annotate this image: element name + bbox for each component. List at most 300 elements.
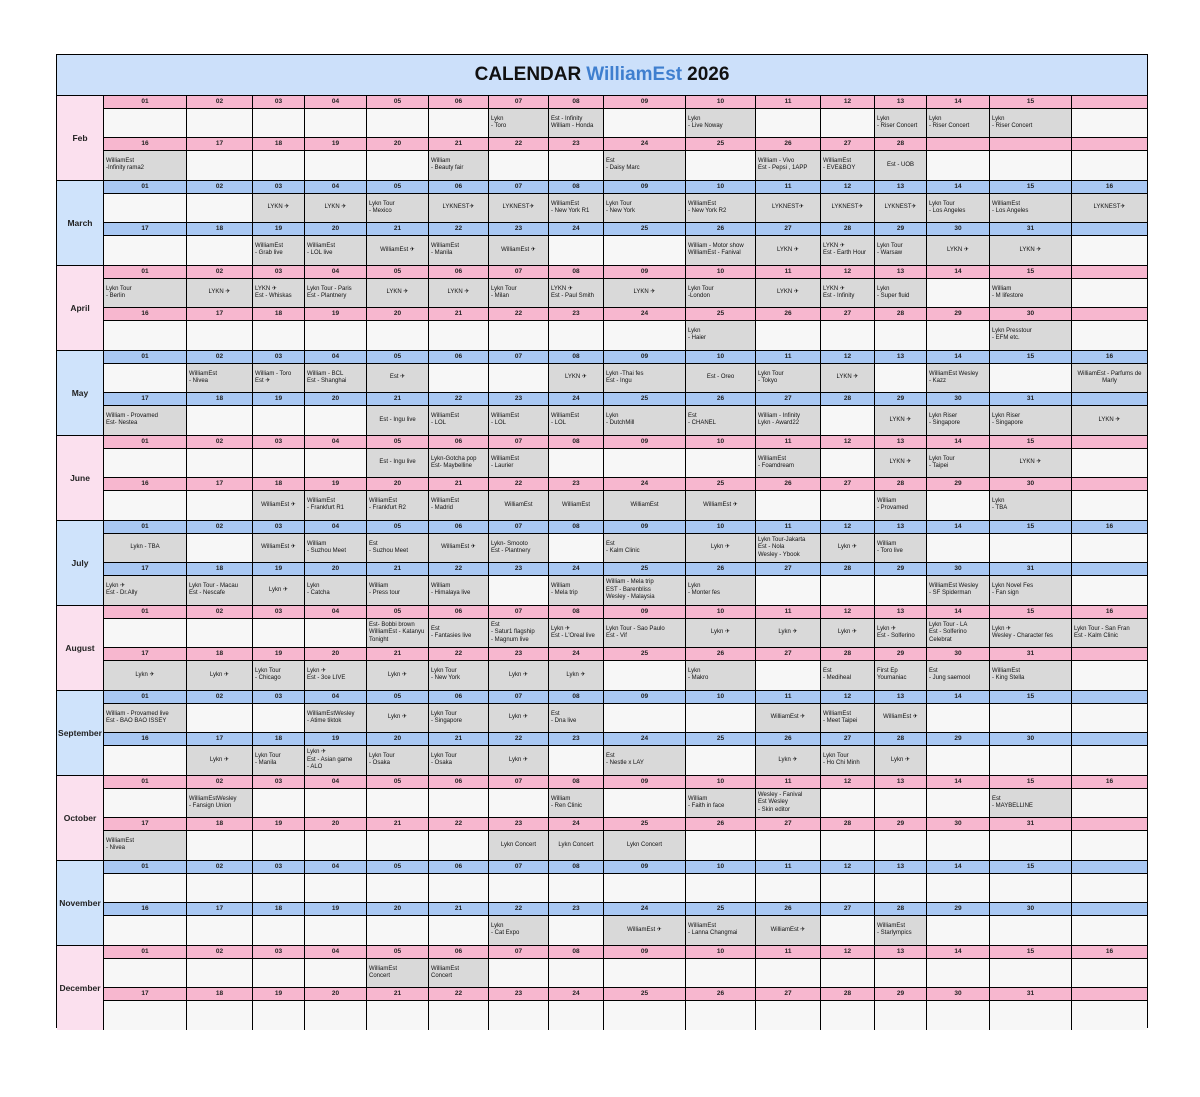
event-cell xyxy=(756,874,821,902)
day-number: 11 xyxy=(756,96,821,108)
event-cell xyxy=(253,321,305,350)
event-cell xyxy=(1072,831,1147,860)
day-number: 30 xyxy=(927,648,990,660)
event-cell xyxy=(604,449,686,477)
day-number: 12 xyxy=(821,351,875,363)
event-cell xyxy=(104,746,187,775)
event-cell xyxy=(187,236,253,265)
day-number: 24 xyxy=(549,223,604,235)
day-number: 15 xyxy=(990,606,1072,618)
event-cell: Lykn - Live Noway xyxy=(686,109,756,137)
event-cell xyxy=(187,831,253,860)
day-number-row xyxy=(104,181,1147,194)
day-number: 15 xyxy=(990,521,1072,533)
event-cell: LYKN ✈ xyxy=(875,449,927,477)
day-number xyxy=(1072,266,1147,278)
event-cell xyxy=(187,194,253,222)
day-number: 07 xyxy=(489,181,549,193)
event-cell xyxy=(756,321,821,350)
event-cell: LYKN ✈ Est - Earth Hour xyxy=(821,236,875,265)
day-number: 02 xyxy=(187,436,253,448)
event-cell xyxy=(1072,746,1147,775)
day-number: 04 xyxy=(305,521,367,533)
event-cell xyxy=(756,109,821,137)
event-cell: William - BCL Est - Shanghai xyxy=(305,364,367,392)
event-cell: LYKN ✈ xyxy=(875,406,927,435)
event-row xyxy=(104,109,1147,138)
event-cell xyxy=(686,874,756,902)
day-number: 17 xyxy=(104,648,187,660)
day-number: 05 xyxy=(367,351,429,363)
day-number: 12 xyxy=(821,861,875,873)
day-number: 13 xyxy=(875,946,927,958)
event-cell xyxy=(549,874,604,902)
day-number: 01 xyxy=(104,266,187,278)
day-number: 15 xyxy=(990,691,1072,703)
day-number: 18 xyxy=(253,308,305,320)
event-cell xyxy=(187,151,253,180)
day-number: 03 xyxy=(253,266,305,278)
event-cell xyxy=(253,959,305,987)
event-cell: Lykn Tour - Los Angeles xyxy=(927,194,990,222)
day-number: 13 xyxy=(875,96,927,108)
day-number: 02 xyxy=(187,181,253,193)
day-number: 19 xyxy=(305,903,367,915)
event-cell: William - Motor show WilliamEst - Fanival xyxy=(686,236,756,265)
event-cell: Lykn - Riser Concert xyxy=(990,109,1072,137)
event-cell: LYKN ✈ Est - Whiskas xyxy=(253,279,305,307)
month-label: August xyxy=(57,606,104,690)
event-cell: Lykn ✈ Est - Dr.Ally xyxy=(104,576,187,605)
event-cell xyxy=(875,576,927,605)
month-grid xyxy=(104,351,1147,435)
day-number xyxy=(1072,563,1147,575)
event-cell xyxy=(549,1001,604,1030)
event-cell xyxy=(549,236,604,265)
day-number: 18 xyxy=(187,223,253,235)
event-cell: Est - Kalm Clinic xyxy=(604,534,686,562)
event-cell: WilliamEst ✈ xyxy=(367,236,429,265)
day-number: 13 xyxy=(875,521,927,533)
day-number: 30 xyxy=(927,818,990,830)
event-cell: LYKN ✈ xyxy=(305,194,367,222)
event-cell: LYKNEST✈ xyxy=(1072,194,1147,222)
event-cell xyxy=(367,831,429,860)
event-cell: Lykn ✈ Est - Asian game - ALO xyxy=(305,746,367,775)
event-cell: LYKN ✈ xyxy=(756,236,821,265)
event-cell xyxy=(821,321,875,350)
day-number: 08 xyxy=(549,266,604,278)
event-cell: WilliamEst - LOL xyxy=(549,406,604,435)
day-number: 09 xyxy=(604,266,686,278)
day-number: 13 xyxy=(875,691,927,703)
day-number: 17 xyxy=(187,138,253,150)
day-number: 06 xyxy=(429,96,489,108)
day-number: 03 xyxy=(253,946,305,958)
day-number: 14 xyxy=(927,776,990,788)
event-cell: William - Mela trip EST - Barenbliss Wesley - Malaysia xyxy=(604,576,686,605)
day-number: 16 xyxy=(1072,776,1147,788)
event-cell xyxy=(821,406,875,435)
month-block xyxy=(57,606,1147,691)
day-number: 27 xyxy=(821,733,875,745)
event-cell xyxy=(756,576,821,605)
day-number: 19 xyxy=(253,393,305,405)
day-number: 24 xyxy=(604,308,686,320)
calendar-title xyxy=(57,55,1147,96)
day-number: 29 xyxy=(875,223,927,235)
month-block xyxy=(57,521,1147,606)
event-cell: Est - Ingu live xyxy=(367,449,429,477)
event-cell: WilliamEst - Los Angeles xyxy=(990,194,1072,222)
day-number xyxy=(1072,988,1147,1000)
event-cell xyxy=(305,151,367,180)
day-number: 19 xyxy=(253,648,305,660)
event-cell xyxy=(429,321,489,350)
event-cell xyxy=(429,109,489,137)
event-cell: Lykn - Riser Concert xyxy=(927,109,990,137)
event-cell xyxy=(990,364,1072,392)
day-number: 30 xyxy=(927,988,990,1000)
event-cell xyxy=(927,491,990,520)
event-cell: Lykn - Catcha xyxy=(305,576,367,605)
day-number: 19 xyxy=(253,988,305,1000)
day-number: 14 xyxy=(927,691,990,703)
event-cell xyxy=(821,831,875,860)
day-number: 24 xyxy=(604,733,686,745)
month-grid xyxy=(104,521,1147,605)
event-cell: Lykn Concert xyxy=(489,831,549,860)
day-number: 30 xyxy=(927,393,990,405)
day-number: 24 xyxy=(549,988,604,1000)
event-cell xyxy=(305,321,367,350)
event-cell: Lykn ✈ xyxy=(367,704,429,732)
day-number: 01 xyxy=(104,691,187,703)
event-cell: Lykn ✈ Est - L'Oreal live xyxy=(549,619,604,647)
day-number: 17 xyxy=(104,988,187,1000)
day-number: 20 xyxy=(367,903,429,915)
day-number: 30 xyxy=(990,903,1072,915)
event-cell: WilliamEst - LOL xyxy=(489,406,549,435)
day-number: 20 xyxy=(367,478,429,490)
day-number: 10 xyxy=(686,946,756,958)
event-cell xyxy=(253,449,305,477)
event-cell xyxy=(305,406,367,435)
day-number: 20 xyxy=(305,393,367,405)
event-cell xyxy=(990,534,1072,562)
day-number: 22 xyxy=(489,478,549,490)
day-number: 16 xyxy=(104,138,187,150)
event-cell xyxy=(1072,279,1147,307)
day-number: 12 xyxy=(821,691,875,703)
event-cell xyxy=(1072,916,1147,945)
event-row xyxy=(104,194,1147,223)
event-cell: LYKN ✈ xyxy=(927,236,990,265)
day-number: 24 xyxy=(549,563,604,575)
event-cell: Lykn Concert xyxy=(604,831,686,860)
day-number: 26 xyxy=(686,648,756,660)
day-number-row xyxy=(104,96,1147,109)
event-cell: Lykn Tour - Paris Est - Plantnery xyxy=(305,279,367,307)
day-number: 16 xyxy=(1072,351,1147,363)
event-cell: Lykn ✈ xyxy=(756,746,821,775)
event-cell xyxy=(429,916,489,945)
day-number-row xyxy=(104,393,1147,406)
day-number: 29 xyxy=(927,733,990,745)
day-number: 28 xyxy=(821,818,875,830)
day-number: 31 xyxy=(990,648,1072,660)
day-number: 24 xyxy=(604,478,686,490)
event-cell xyxy=(104,874,187,902)
month-label: December xyxy=(57,946,104,1030)
event-cell: WilliamEst xyxy=(549,491,604,520)
event-cell: Lykn Tour - Osaka xyxy=(367,746,429,775)
event-cell xyxy=(549,746,604,775)
day-number: 16 xyxy=(104,903,187,915)
event-cell: LYKN ✈ xyxy=(1072,406,1147,435)
day-number: 08 xyxy=(549,521,604,533)
day-number: 07 xyxy=(489,96,549,108)
event-cell: WilliamEst - Parfums de Marly xyxy=(1072,364,1147,392)
day-number: 18 xyxy=(187,393,253,405)
day-number: 23 xyxy=(489,818,549,830)
event-cell xyxy=(875,831,927,860)
day-number: 13 xyxy=(875,606,927,618)
event-cell xyxy=(604,704,686,732)
day-number: 04 xyxy=(305,691,367,703)
event-cell xyxy=(187,704,253,732)
event-cell xyxy=(429,364,489,392)
day-number-row xyxy=(104,648,1147,661)
day-number: 20 xyxy=(305,223,367,235)
event-cell: William - Faith in face xyxy=(686,789,756,817)
day-number: 02 xyxy=(187,606,253,618)
day-number: 04 xyxy=(305,181,367,193)
day-number: 04 xyxy=(305,606,367,618)
event-cell: LYKN ✈ xyxy=(604,279,686,307)
event-cell xyxy=(489,1001,549,1030)
event-cell xyxy=(253,151,305,180)
event-cell xyxy=(927,1001,990,1030)
event-cell: Lykn ✈ xyxy=(821,619,875,647)
day-number: 25 xyxy=(686,478,756,490)
day-number: 10 xyxy=(686,521,756,533)
event-cell xyxy=(756,661,821,690)
day-number: 04 xyxy=(305,266,367,278)
event-cell xyxy=(990,151,1072,180)
day-number: 06 xyxy=(429,351,489,363)
day-number: 21 xyxy=(367,563,429,575)
event-row xyxy=(104,959,1147,988)
day-number: 12 xyxy=(821,521,875,533)
event-cell: WilliamEst ✈ xyxy=(756,704,821,732)
event-cell: Lykn ✈ xyxy=(686,619,756,647)
month-grid xyxy=(104,181,1147,265)
event-cell: WilliamEst - Frankfurt R1 xyxy=(305,491,367,520)
day-number: 05 xyxy=(367,606,429,618)
event-cell: WilliamEst Wesley - SF Spiderman xyxy=(927,576,990,605)
day-number: 02 xyxy=(187,96,253,108)
event-cell xyxy=(821,1001,875,1030)
day-number xyxy=(1072,308,1147,320)
day-number: 22 xyxy=(489,308,549,320)
day-number: 09 xyxy=(604,861,686,873)
event-cell: William - Provamed Est- Nestea xyxy=(104,406,187,435)
day-number: 22 xyxy=(429,393,489,405)
day-number: 24 xyxy=(549,648,604,660)
event-cell xyxy=(927,151,990,180)
event-cell: Lykn ✈ xyxy=(756,619,821,647)
day-number: 26 xyxy=(686,988,756,1000)
event-cell xyxy=(686,746,756,775)
month-label: May xyxy=(57,351,104,435)
day-number: 06 xyxy=(429,691,489,703)
day-number: 11 xyxy=(756,946,821,958)
day-number: 16 xyxy=(1072,606,1147,618)
event-cell: Lykn Tour - Taipei xyxy=(927,449,990,477)
day-number xyxy=(1072,818,1147,830)
day-number: 18 xyxy=(253,138,305,150)
day-number: 20 xyxy=(367,138,429,150)
event-cell xyxy=(927,959,990,987)
day-number: 06 xyxy=(429,436,489,448)
event-cell: LYKNEST✈ xyxy=(429,194,489,222)
event-cell xyxy=(604,109,686,137)
event-cell xyxy=(686,704,756,732)
day-number: 23 xyxy=(489,648,549,660)
day-number: 31 xyxy=(990,988,1072,1000)
day-number: 13 xyxy=(875,351,927,363)
day-number: 29 xyxy=(875,563,927,575)
day-number: 25 xyxy=(604,223,686,235)
day-number-row xyxy=(104,861,1147,874)
event-cell: WilliamEst -Infinity rama2 xyxy=(104,151,187,180)
month-block xyxy=(57,436,1147,521)
event-cell xyxy=(429,789,489,817)
month-block xyxy=(57,351,1147,436)
day-number xyxy=(1072,861,1147,873)
event-cell: Lykn ✈ xyxy=(489,704,549,732)
day-number: 17 xyxy=(187,903,253,915)
month-label: June xyxy=(57,436,104,520)
month-block xyxy=(57,266,1147,351)
event-cell xyxy=(104,789,187,817)
day-number: 09 xyxy=(604,436,686,448)
day-number-row xyxy=(104,818,1147,831)
day-number: 25 xyxy=(686,138,756,150)
day-number: 01 xyxy=(104,946,187,958)
day-number: 08 xyxy=(549,861,604,873)
event-cell: Lykn - Cat Expo xyxy=(489,916,549,945)
event-cell xyxy=(1072,534,1147,562)
event-cell xyxy=(253,874,305,902)
event-cell: WilliamEst - New York R1 xyxy=(549,194,604,222)
day-number: 28 xyxy=(875,903,927,915)
day-number: 13 xyxy=(875,776,927,788)
day-number: 07 xyxy=(489,521,549,533)
day-number: 20 xyxy=(367,308,429,320)
day-number-row xyxy=(104,223,1147,236)
event-cell: Lykn ✈ Est - 3ce LIVE xyxy=(305,661,367,690)
day-number: 05 xyxy=(367,521,429,533)
day-number xyxy=(1072,393,1147,405)
event-cell: Lykn ✈ xyxy=(187,661,253,690)
day-number-row xyxy=(104,691,1147,704)
event-cell xyxy=(489,874,549,902)
day-number: 17 xyxy=(104,393,187,405)
day-number: 08 xyxy=(549,776,604,788)
day-number: 22 xyxy=(429,563,489,575)
day-number-row xyxy=(104,776,1147,789)
day-number: 13 xyxy=(875,266,927,278)
event-cell xyxy=(990,831,1072,860)
month-grid xyxy=(104,861,1147,945)
day-number: 21 xyxy=(367,223,429,235)
event-cell: LYKN ✈ xyxy=(990,236,1072,265)
day-number: 27 xyxy=(756,223,821,235)
event-cell: WilliamEst - LOL live xyxy=(305,236,367,265)
event-cell: LYKN ✈ xyxy=(990,449,1072,477)
event-cell: WilliamEst ✈ xyxy=(686,491,756,520)
day-number: 14 xyxy=(927,181,990,193)
event-cell: Lykn - Super fluid xyxy=(875,279,927,307)
event-cell: WilliamEst - Manila xyxy=(429,236,489,265)
day-number: 02 xyxy=(187,266,253,278)
event-cell xyxy=(756,959,821,987)
event-cell xyxy=(686,1001,756,1030)
event-cell: Lykn - Monter fes xyxy=(686,576,756,605)
day-number: 16 xyxy=(104,478,187,490)
day-number: 04 xyxy=(305,351,367,363)
day-number: 26 xyxy=(756,733,821,745)
day-number: 04 xyxy=(305,861,367,873)
day-number: 11 xyxy=(756,181,821,193)
event-cell xyxy=(821,491,875,520)
day-number: 01 xyxy=(104,606,187,618)
day-number: 18 xyxy=(187,988,253,1000)
event-cell: Est - Infinity William - Honda xyxy=(549,109,604,137)
day-number: 17 xyxy=(187,308,253,320)
day-number: 30 xyxy=(990,308,1072,320)
event-row xyxy=(104,534,1147,563)
day-number: 04 xyxy=(305,436,367,448)
event-cell xyxy=(187,406,253,435)
event-cell: William - Suzhou Meet xyxy=(305,534,367,562)
day-number xyxy=(1072,733,1147,745)
day-number: 14 xyxy=(927,351,990,363)
day-number: 03 xyxy=(253,351,305,363)
event-cell: WilliamEst Concert xyxy=(367,959,429,987)
month-block xyxy=(57,96,1147,181)
day-number: 05 xyxy=(367,946,429,958)
day-number: 22 xyxy=(489,733,549,745)
event-cell xyxy=(604,1001,686,1030)
event-cell: William - M lifestore xyxy=(990,279,1072,307)
day-number: 27 xyxy=(756,393,821,405)
event-cell xyxy=(187,449,253,477)
event-cell: Est - CHANEL xyxy=(686,406,756,435)
day-number: 26 xyxy=(756,903,821,915)
day-number: 07 xyxy=(489,351,549,363)
month-label: November xyxy=(57,861,104,945)
day-number: 20 xyxy=(305,818,367,830)
day-number: 16 xyxy=(1072,181,1147,193)
event-cell: WilliamEst - Foamdream xyxy=(756,449,821,477)
day-number: 26 xyxy=(756,138,821,150)
day-number: 28 xyxy=(875,478,927,490)
event-cell: WilliamEstWesley - Fansign Union xyxy=(187,789,253,817)
event-cell xyxy=(990,746,1072,775)
